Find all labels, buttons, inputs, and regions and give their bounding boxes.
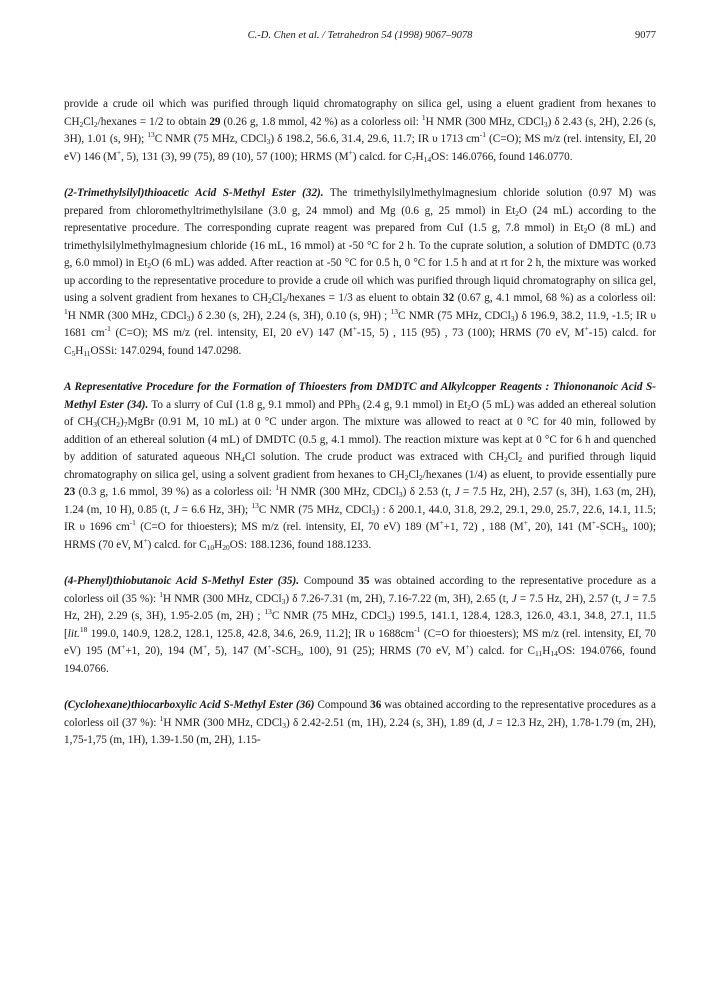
paragraph-compound-36 <box>64 697 656 750</box>
running-title: C.-D. Chen et al. / Tetrahedron 54 (1998) 9067–9078 <box>247 30 473 41</box>
paragraph-text: Compound 35 was obtained according to the representative procedure as a colorless oil (35 %): $^1$H NMR (300 MHz, CDCl$_3$) δ 7.26-7.31 (m, 2H), 7.16-7.22 (m, 3H), 2.65 (t, J = 7.5 Hz, 2H), 2.57 (t, J = 7.5 Hz, 2H), 2.29 (s, 3H), 1.95-2.05 (m, 2H) ; $^{13}$C NMR (75 MHz, CDCl$_3$) 199.5, 141.1, 128.4, 128.3, 126.0, 43.1, 34.8, 27.1, 11.5 [lit.$^{18}$ 199.0, 140.9, 128.2, 128.1, 125.8, 42.8, 34.6, 26.9, 11.2]; IR υ $1688cm^{-1}$ (C=O for thioesters); MS m/z (rel. intensity, EI, 70 eV) 195 (M++1, 20), 194 (M+, 5), 147 ($M^+-SCH_3$, 100), 91 (25); HRMS (70 eV, M+) calcd. for $C_{11}H_{14}OS$: 194.0766, found 194.0766. <box>64 575 656 675</box>
running-header <box>64 30 656 46</box>
paragraph-compound-34 <box>64 379 656 554</box>
paragraph-text: Compound 36 was obtained according to the representative procedures as a colorless oil (37 %): $^1$H NMR (300 MHz, CDCl$_3$) δ 2.42-2.51 (m, 1H), 2.24 (s, 3H), 1.89 (d, J = 12.3 Hz, 2H), 1.78-1.79 (m, 2H), 1,75-1,75 (m, 1H), 1.39-1.50 (m, 2H), 1.15- <box>64 699 657 746</box>
paragraph-text: To a slurry of CuI (1.8 g, 9.1 mmol) and PPh$_3$ (2.4 g, 9.1 mmol) in $Et_2O$ (5 mL) was added an ethereal solution of $CH_3(CH_2)_7MgBr$ (0.91 M, 10 mL) at 0 °C under argon. The mixture was allowed to react at 0 °C for 40 min, followed by addition of an ethereal solution (4 mL) of DMDTC (0.5 g, 4.1 mmol). The reaction mixture was kept at 0 °C for 6 h and quenched by addition of saturated aqueous $NH_4Cl$ solution. The crude product was extraced with $CH_2Cl_2$ and purified through liquid chromatography on silica gel, using a solvent gradient from hexanes to $CH_2Cl_2$/hexanes (1/4) as eluent, to provide essentially pure 23 (0.3 g, 1.6 mmol, 39 %) as a colorless oil: $^1$H NMR (300 MHz, CDCl$_3$) δ 2.53 (t, J = 7.5 Hz, 2H), 2.57 (s, 3H), 1.63 (m, 2H), 1.24 (m, 10 H), 0.85 (t, J = 6.6 Hz, 3H); $^{13}$C NMR (75 MHz, CDCl$_3$) : δ 200.1, 44.0, 31.8, 29.2, 29.1, 29.0, 25.7, 22.6, 14.1, 11.5; IR υ 1696 $cm^{-1}$ (C=O for thioesters); MS m/z (rel. intensity, EI, 70 eV) 189 (M++1, 72) , 188 (M+, 20), 141 ($M^+-SCH_3$, 100); HRMS (70 eV, M+) calcd. for $C_{10}H_{20}OS$: 188.1236, found 188.1233. <box>64 398 657 552</box>
page-number: 9077 <box>635 30 656 41</box>
paragraph-text: The trimethylsilylmethylmagnesium chloride solution (0.97 M) was prepared from chloromethyltrimethylsilane (3.0 g, 24 mmol) and Mg (0.6 g, 25 mmol) in $Et_2O$ (24 mL) according to the representative procedure. The corresponding cuprate reagent was prepared from CuI (1.5 g, 7.8 mmol) in $Et_2O$ (8 mL) and trimethylsilylmethylmagnesium chloride (16 mL, 16 mmol) at -50 °C for 2 h. To the cuprate solution, a solution of DMDTC (0.73 g, 6.0 mmol) in $Et_2O$ (6 mL) was added. After reaction at -50 °C for 0.5 h, 0 °C for 1.5 h and at rt for 2 h, the mixture was worked up according to the representative procedure to provide a crude oil which was purified through liquid chromatography on silica gel, using a solvent gradient from hexanes to $CH_2Cl_2$/hexanes = 1/3 as eluent to obtain 32 (0.67 g, 4.1 mmol, 68 %) as a colorless oil: $^1$H NMR (300 MHz, CDCl$_3$) δ 2.30 (s, 2H), 2.24 (s, 3H), 0.10 (s, 9H) ; $^{13}$C NMR (75 MHz, CDCl$_3$) δ 196.9, 38.2, 11.9, -1.5; IR υ 1681 $cm^{-1}$ (C=O); MS m/z (rel. intensity, EI, 20 eV) 147 (M+-15, 5) , 115 (95) , 73 (100); HRMS (70 eV, M+-15) calcd. for $C_5H_{11}OSSi$: 147.0294, found 147.0298. <box>64 187 656 358</box>
paragraph-compound-29 <box>64 96 656 166</box>
paragraph-compound-32 <box>64 185 656 360</box>
section-heading: (Cyclohexane)thiocarboxylic Acid S-Methyl Ester (36) <box>64 699 315 711</box>
section-heading: (2-Trimethylsilyl)thioacetic Acid S-Methyl Ester (32). <box>64 187 324 199</box>
section-heading: (4-Phenyl)thiobutanoic Acid S-Methyl Ester (35). <box>64 575 300 587</box>
paragraph-compound-35 <box>64 573 656 678</box>
article-body <box>64 96 656 769</box>
section-heading: A Representative Procedure for the Formation of Thioesters from DMDTC and Alkylcopper Reagents : Thiononanoic Acid S-Methyl Ester (34). <box>64 381 656 411</box>
paragraph-text: provide a crude oil which was purified through liquid chromatography on silica gel, using a eluent gradient from hexanes to $CH_2Cl_2$/hexanes = 1/2 to obtain 29 (0.26 g, 1.8 mmol, 42 %) as a colorless oil: $^1$H NMR (300 MHz, CDCl$_3$) δ 2.43 (s, 2H), 2.26 (s, 3H), 1.01 (s, 9H); $^{13}$C NMR (75 MHz, CDCl$_3$) δ 198.2, 56.6, 31.4, 29.6, 11.7; IR υ 1713 $cm^{-1}$ (C=O); MS m/z (rel. intensity, EI, 20 eV) 146 (M+, 5), 131 (3), 99 (75), 89 (10), 57 (100); HRMS (M+) calcd. for $C_7H_{14}OS$: 146.0766, found 146.0770. <box>64 98 656 164</box>
